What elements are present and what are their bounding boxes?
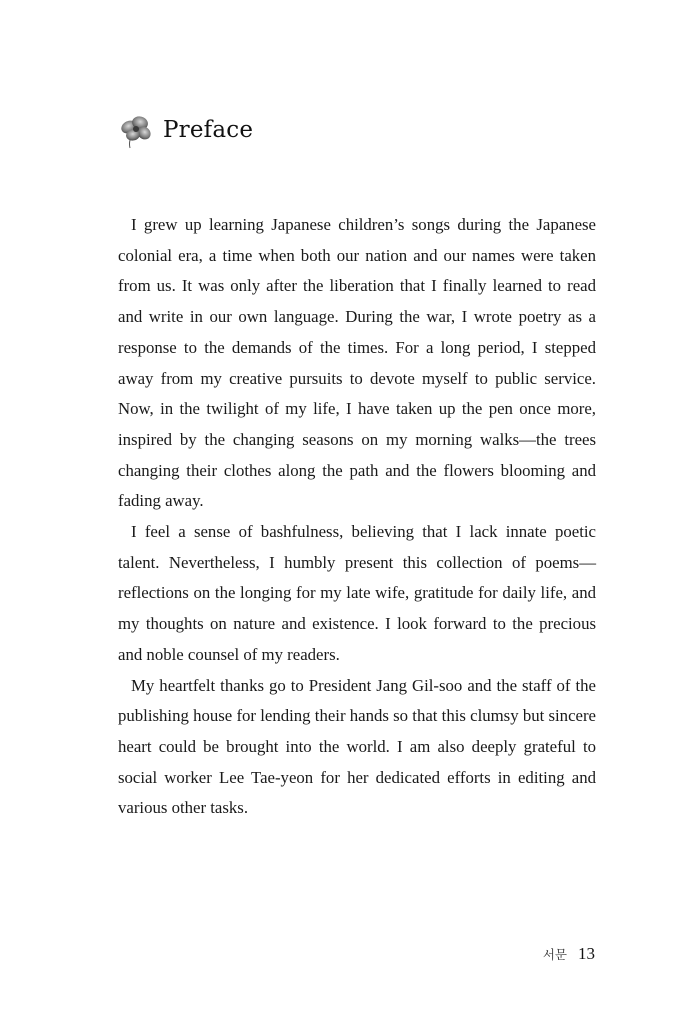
chapter-heading [118,110,253,150]
preface-body [118,210,596,824]
page-number: 13 [578,944,595,963]
section-label: 서문 [542,947,567,962]
page-title: Preface [163,117,254,143]
paragraph: My heartfelt thanks go to President Jang Gil-soo and the staff of the publishing house for lending their hands so that this clumsy but sincere heart could be brought into the world. I am also deeply grateful to social worker Lee Tae-yeon for her dedicated efforts in editing and various other tasks. [118,675,596,818]
flower-petals-icon [118,113,154,149]
paragraph: I feel a sense of bashfulness, believing that I lack innate poetic talent. Nevertheless, I humbly present this collection of poems—reflections on the longing for my late wife, gratitude for daily life, and my thoughts on nature and existence. I look forward to the precious and noble counsel of my readers. [118,522,596,664]
page-footer [543,944,595,964]
paragraph: I grew up learning Japanese children’s songs during the Japanese colonial era, a time when both our nation and our names were taken from us. It was only after the liberation that I finally learned to read and write in our own language. During the war, I wrote poetry as a response to the demands of the times. For a long period, I stepped away from my creative pursuits to devote myself to public service. Now, in the twilight of my life, I have taken up the pen once more, inspired by the changing seasons on my morning walks—the trees changing their clothes along the path and the flowers blooming and fading away. [118,215,596,511]
